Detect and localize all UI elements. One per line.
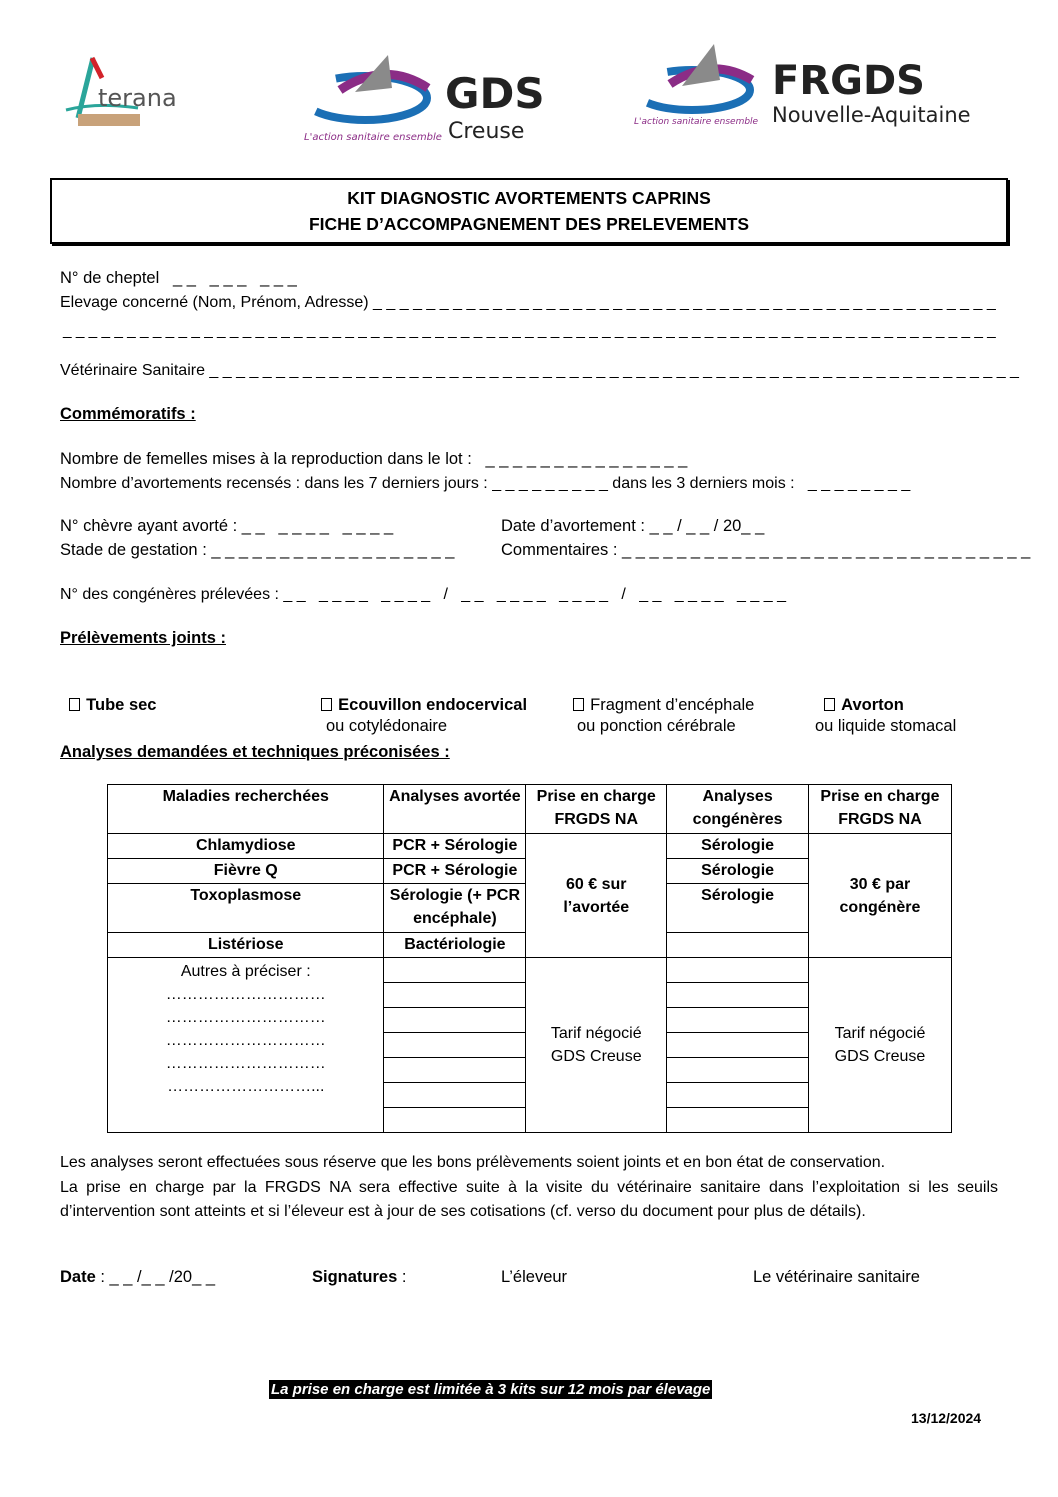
stade-field[interactable]: Stade de gestation : _ _ _ _ _ _ _ _ _ _ _ _ _ _ _ _ _ _: [60, 541, 455, 559]
maladie-cell: Listériose: [108, 933, 384, 958]
blank-cell[interactable]: [667, 1008, 809, 1033]
blank-cell[interactable]: [384, 1033, 526, 1058]
eleveur-signature[interactable]: L’éleveur: [501, 1268, 568, 1286]
gds-creuse-label: Creuse: [448, 119, 525, 144]
blank-cell[interactable]: [667, 1033, 809, 1058]
blank-cell[interactable]: [667, 1083, 809, 1108]
congeneres-cell: [667, 933, 809, 958]
veterinaire-signature[interactable]: Le vétérinaire sanitaire: [753, 1268, 920, 1286]
tarif-negocie-cell: Tarif négocié GDS Creuse: [526, 958, 667, 1133]
cheptel-field[interactable]: N° de cheptel _ _ _ _ _ _ _ _: [60, 269, 297, 287]
gds-wordmark: GDS: [445, 69, 545, 118]
commentaires-field[interactable]: Commentaires : _ _ _ _ _ _ _ _ _ _ _ _ _ _ _ _ _ _ _ _ _ _ _ _ _ _ _ _ _ _: [501, 541, 1031, 559]
autres-cell[interactable]: [108, 958, 384, 1133]
prelevement-ecouvillon[interactable]: [312, 674, 527, 737]
tarif-negocie-cell: Tarif négocié GDS Creuse: [808, 958, 951, 1133]
header-analyses-avortee: Analyses avortée: [384, 785, 526, 834]
chevre-field[interactable]: N° chèvre ayant avorté : _ _ _ _ _ _ _ _ _ _: [60, 517, 394, 535]
avortee-cell: Bactériologie: [384, 933, 526, 958]
blank-cell[interactable]: [384, 983, 526, 1008]
date-signature-field[interactable]: [60, 1267, 215, 1288]
prelevement-label: Tube sec: [86, 696, 157, 714]
prelevement-sub: ou ponction cérébrale: [577, 717, 736, 735]
femelles-field[interactable]: Nombre de femelles mises à la reproduction dans le lot : _ _ _ _ _ _ _ _ _ _ _ _ _ _ _: [60, 450, 688, 468]
avortee-cell: Sérologie (+ PCR encéphale): [384, 884, 526, 933]
prelevement-sub: ou cotylédonaire: [326, 717, 448, 735]
title-box: [50, 178, 1008, 244]
blank-cell[interactable]: [384, 1058, 526, 1083]
gds-tagline: L'action sanitaire ensemble: [304, 132, 442, 143]
congeneres-cell: Sérologie: [667, 834, 809, 859]
maladie-cell: Toxoplasmose: [108, 884, 384, 933]
prelevement-avorton[interactable]: [815, 674, 956, 737]
table-header-row: [108, 785, 952, 834]
blank-cell[interactable]: [384, 1008, 526, 1033]
table-row: [108, 834, 952, 859]
signatures-label: [312, 1267, 406, 1288]
gds-creuse-logo: [300, 50, 580, 145]
header-prise-avortee: Prise en charge FRGDS NA: [526, 785, 667, 834]
analyses-table: [107, 784, 952, 1133]
maladie-cell: Fièvre Q: [108, 859, 384, 884]
title-line-2: FICHE D’ACCOMPAGNEMENT DES PRELEVEMENTS: [308, 214, 750, 234]
date-value[interactable]: : _ _ /_ _ /20_ _: [95, 1268, 216, 1286]
terana-logo: [58, 48, 208, 130]
header-prise-congenere: Prise en charge FRGDS NA: [808, 785, 951, 834]
checkbox-icon[interactable]: [69, 698, 80, 711]
note-prise-en-charge: La prise en charge par la FRGDS NA sera effective suite à la visite du vétérinaire sanitaire dans l’exploitation si les seuils d’intervention sont atteints et si l’éleveur est à jour de ses cotisations (cf. verso du document pour plus de détails).: [60, 1179, 998, 1220]
frgds-region-label: Nouvelle-Aquitaine: [772, 103, 971, 127]
prise-congenere-cell: 30 € par congénère: [808, 834, 951, 958]
checkbox-icon[interactable]: [824, 698, 835, 711]
date-avortement-field[interactable]: Date d’avortement : _ _ / _ _ / 20_ _: [501, 517, 765, 535]
analyses-heading: Analyses demandées et techniques préconisées :: [60, 743, 450, 761]
checkbox-icon[interactable]: [573, 698, 584, 711]
maladie-cell: Chlamydiose: [108, 834, 384, 859]
autres-label: Autres à préciser :: [180, 963, 311, 980]
autres-line[interactable]: …………………………: [165, 1032, 326, 1049]
blank-cell[interactable]: [384, 1083, 526, 1108]
autres-line[interactable]: ………………………...: [167, 1078, 325, 1095]
date-label: Date: [60, 1268, 96, 1286]
prelevement-label: Ecouvillon endocervical: [338, 696, 528, 714]
blank-cell[interactable]: [384, 958, 526, 983]
autres-line[interactable]: …………………………: [165, 986, 326, 1003]
frgds-wordmark: FRGDS: [772, 58, 925, 104]
terana-wordmark: terana: [98, 84, 177, 112]
document-date: 13/12/2024: [911, 1410, 982, 1426]
signatures-colon: :: [397, 1268, 407, 1286]
header-maladies: Maladies recherchées: [108, 785, 384, 834]
prelevements-heading: Prélèvements joints :: [60, 629, 226, 647]
title-line-1: KIT DIAGNOSTIC AVORTEMENTS CAPRINS: [347, 188, 711, 208]
congeneres-cell: Sérologie: [667, 884, 809, 933]
autres-line[interactable]: …………………………: [165, 1055, 326, 1072]
prise-avortee-cell: 60 € sur l’avortée: [526, 834, 667, 958]
prelevement-tube-sec[interactable]: [60, 674, 156, 716]
avortee-cell: PCR + Sérologie: [384, 834, 526, 859]
veterinaire-field[interactable]: Vétérinaire Sanitaire _ _ _ _ _ _ _ _ _ _ _ _ _ _ _ _ _ _ _ _ _ _ _ _ _ _ _ _ _ _ _ _ _ _ _ _ _ _ _ _ _ _ _ _ _ _ _ _ _ _ _ _ _ _ _ _ _ _ _ _ _: [60, 362, 1019, 379]
congeneres-field[interactable]: N° des congénères prélevées : _ _ _ _ _ _ _ _ _ _ / _ _ _ _ _ _ _ _ _ _ / _ _ _ _ _ _ _ _ _ _: [60, 586, 786, 603]
avortements-field[interactable]: Nombre d’avortements recensés : dans les 7 derniers jours : _ _ _ _ _ _ _ _ _ dans les 3 derniers mois : _ _ _ _ _ _ _ _: [60, 475, 911, 492]
elevage-field[interactable]: Elevage concerné (Nom, Prénom, Adresse) _ _ _ _ _ _ _ _ _ _ _ _ _ _ _ _ _ _ _ _ _ _ _ _ _ _ _ _ _ _ _ _ _ _ _ _ _ _ _ _ _ _ _ _ _ _ _: [60, 294, 996, 311]
table-row: [108, 958, 952, 983]
elevage-field-line2[interactable]: _ _ _ _ _ _ _ _ _ _ _ _ _ _ _ _ _ _ _ _ _ _ _ _ _ _ _ _ _ _ _ _ _ _ _ _ _ _ _ _ _ _ _ _ _ _ _ _ _ _ _ _ _ _ _ _ _ _ _ _ _ _ _ _ _ _ _ _ _ _ _ _ _: [63, 322, 996, 339]
prelevement-label: Avorton: [841, 696, 904, 714]
prelevement-label: Fragment d’encéphale: [590, 696, 755, 714]
frgds-logo: [630, 42, 990, 132]
prelevement-encephale[interactable]: [564, 674, 754, 737]
signatures-word: Signatures: [312, 1268, 398, 1286]
blank-cell[interactable]: [667, 983, 809, 1008]
commemoratifs-heading: Commémoratifs :: [60, 405, 196, 423]
header-analyses-congeneres: Analyses congénères: [667, 785, 809, 834]
frgds-tagline: L'action sanitaire ensemble: [634, 117, 759, 127]
limit-banner: La prise en charge est limitée à 3 kits sur 12 mois par élevage: [271, 1381, 711, 1398]
avortee-cell: PCR + Sérologie: [384, 859, 526, 884]
prelevement-sub: ou liquide stomacal: [815, 717, 957, 735]
note-conditions: Les analyses seront effectuées sous réserve que les bons prélèvements soient joints et en bon état de conservation.: [60, 1154, 886, 1171]
blank-cell[interactable]: [667, 1108, 809, 1133]
autres-line[interactable]: …………………………: [165, 1009, 326, 1026]
blank-cell[interactable]: [667, 1058, 809, 1083]
checkbox-icon[interactable]: [321, 698, 332, 711]
congeneres-cell: Sérologie: [667, 859, 809, 884]
blank-cell[interactable]: [667, 958, 809, 983]
blank-cell[interactable]: [384, 1108, 526, 1133]
